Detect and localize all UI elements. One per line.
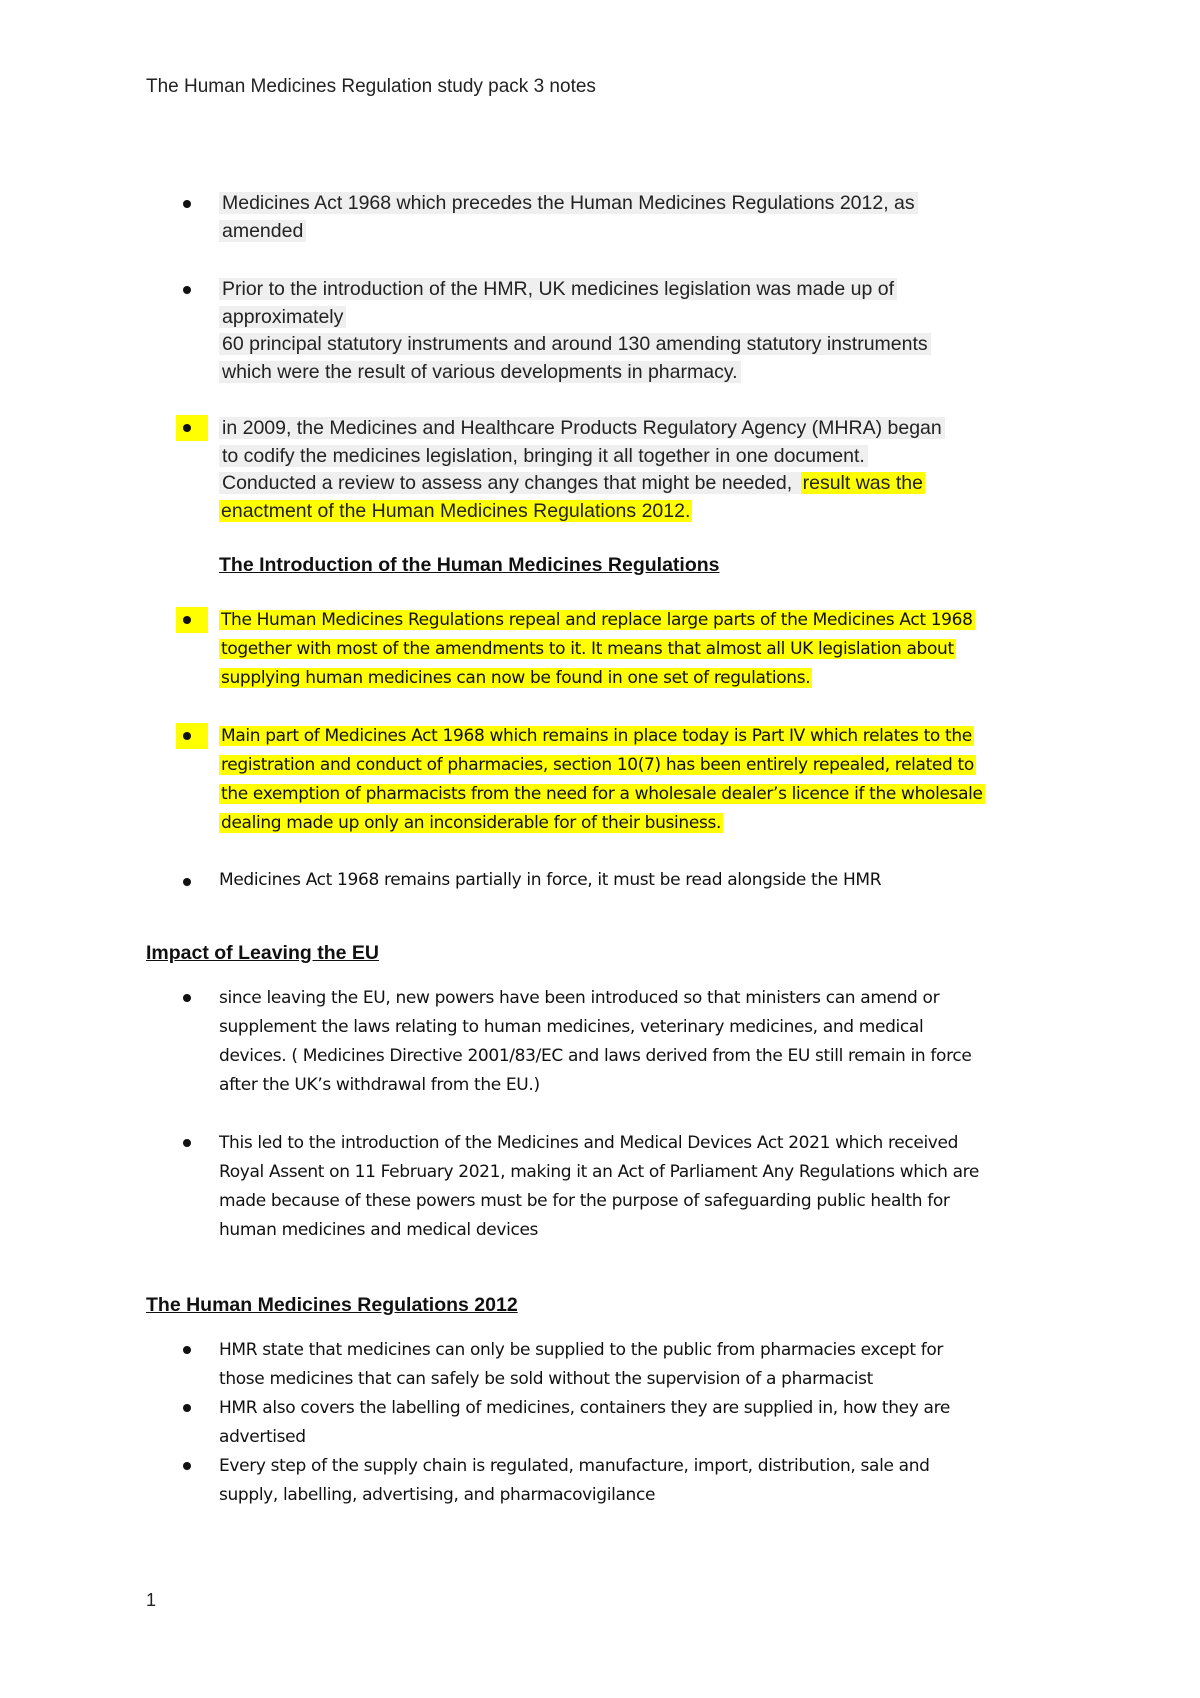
list-item-text: Every step of the supply chain is regulated, manufacture, import, distribution, sale and supply, labelling, advertising, and pharmacovigilance xyxy=(219,1456,930,1505)
bullet-icon xyxy=(183,1404,191,1412)
bullet-icon xyxy=(183,878,191,886)
bullet-icon xyxy=(183,1346,191,1354)
list-item-text: Main part of Medicines Act 1968 which remains in place today is Part IV which relates to the registration and conduct of pharmacies, section 10(7) has been entirely repealed, related to the exemption of pharmacists from the need for a wholesale dealer’s licence if the wholesale dealing made up only an inconsiderable for of their business. xyxy=(221,726,983,833)
bullet-icon xyxy=(183,1139,191,1147)
bullet-icon xyxy=(183,732,191,740)
list-item-text: Prior to the introduction of the HMR, UK medicines legislation was made up of approximately 60 principal statutory instruments and around 130 amending statutory instruments which were the result of various developments in pharmacy. xyxy=(219,276,1089,386)
page-header: The Human Medicines Regulation study pack 3 notes xyxy=(146,76,596,97)
list-item-text: HMR also covers the labelling of medicines, containers they are supplied in, how they are advertised xyxy=(219,1398,950,1447)
bullet-icon xyxy=(183,616,191,624)
bullet-icon xyxy=(183,994,191,1002)
bullet-icon xyxy=(183,286,191,294)
list-item-text: This led to the introduction of the Medicines and Medical Devices Act 2021 which received Royal Assent on 11 February 2021, making it an Act of Parliament Any Regulations which are made because of these powers must be for the purpose of safeguarding public health for human medicines and medical devices xyxy=(219,1133,980,1240)
section-heading: The Human Medicines Regulations 2012 xyxy=(146,1294,518,1316)
bullet-highlight xyxy=(176,415,208,441)
list-item-text: HMR state that medicines can only be supplied to the public from pharmacies except for those medicines that can safely be sold without the supervision of a pharmacist xyxy=(219,1340,944,1389)
list-item-text: The Human Medicines Regulations repeal and replace large parts of the Medicines Act 1968 together with most of the amendments to it. It means that almost all UK legislation about supplying human medicines can now be found in one set of regulations. xyxy=(221,610,973,688)
bullet-highlight xyxy=(176,723,208,749)
list-item-text: in 2009, the Medicines and Healthcare Products Regulatory Agency (MHRA) began to codify the medicines legislation, bringing it all together in one document. Conducted a review to assess any changes that might be needed, result was the enactment of the Human Medicines Regulations 2012. xyxy=(219,415,1089,525)
list-item-text: Medicines Act 1968 which precedes the Human Medicines Regulations 2012, as amended xyxy=(219,190,1089,245)
list-item-text: since leaving the EU, new powers have been introduced so that ministers can amend or supplement the laws relating to human medicines, veterinary medicines, and medical devices. ( Medicines Directive 2001/83/EC and laws derived from the EU still remain in force after the UK’s withdrawal from the EU.) xyxy=(219,988,972,1095)
bullet-icon xyxy=(183,424,191,432)
page-number: 1 xyxy=(146,1590,157,1610)
bullet-icon xyxy=(183,1462,191,1470)
list-item-text: Medicines Act 1968 remains partially in force, it must be read alongside the HMR xyxy=(219,870,882,890)
bullet-highlight xyxy=(176,607,208,633)
section-heading: The Introduction of the Human Medicines Regulations xyxy=(219,554,720,576)
section-heading: Impact of Leaving the EU xyxy=(146,942,379,964)
bullet-icon xyxy=(183,200,191,208)
